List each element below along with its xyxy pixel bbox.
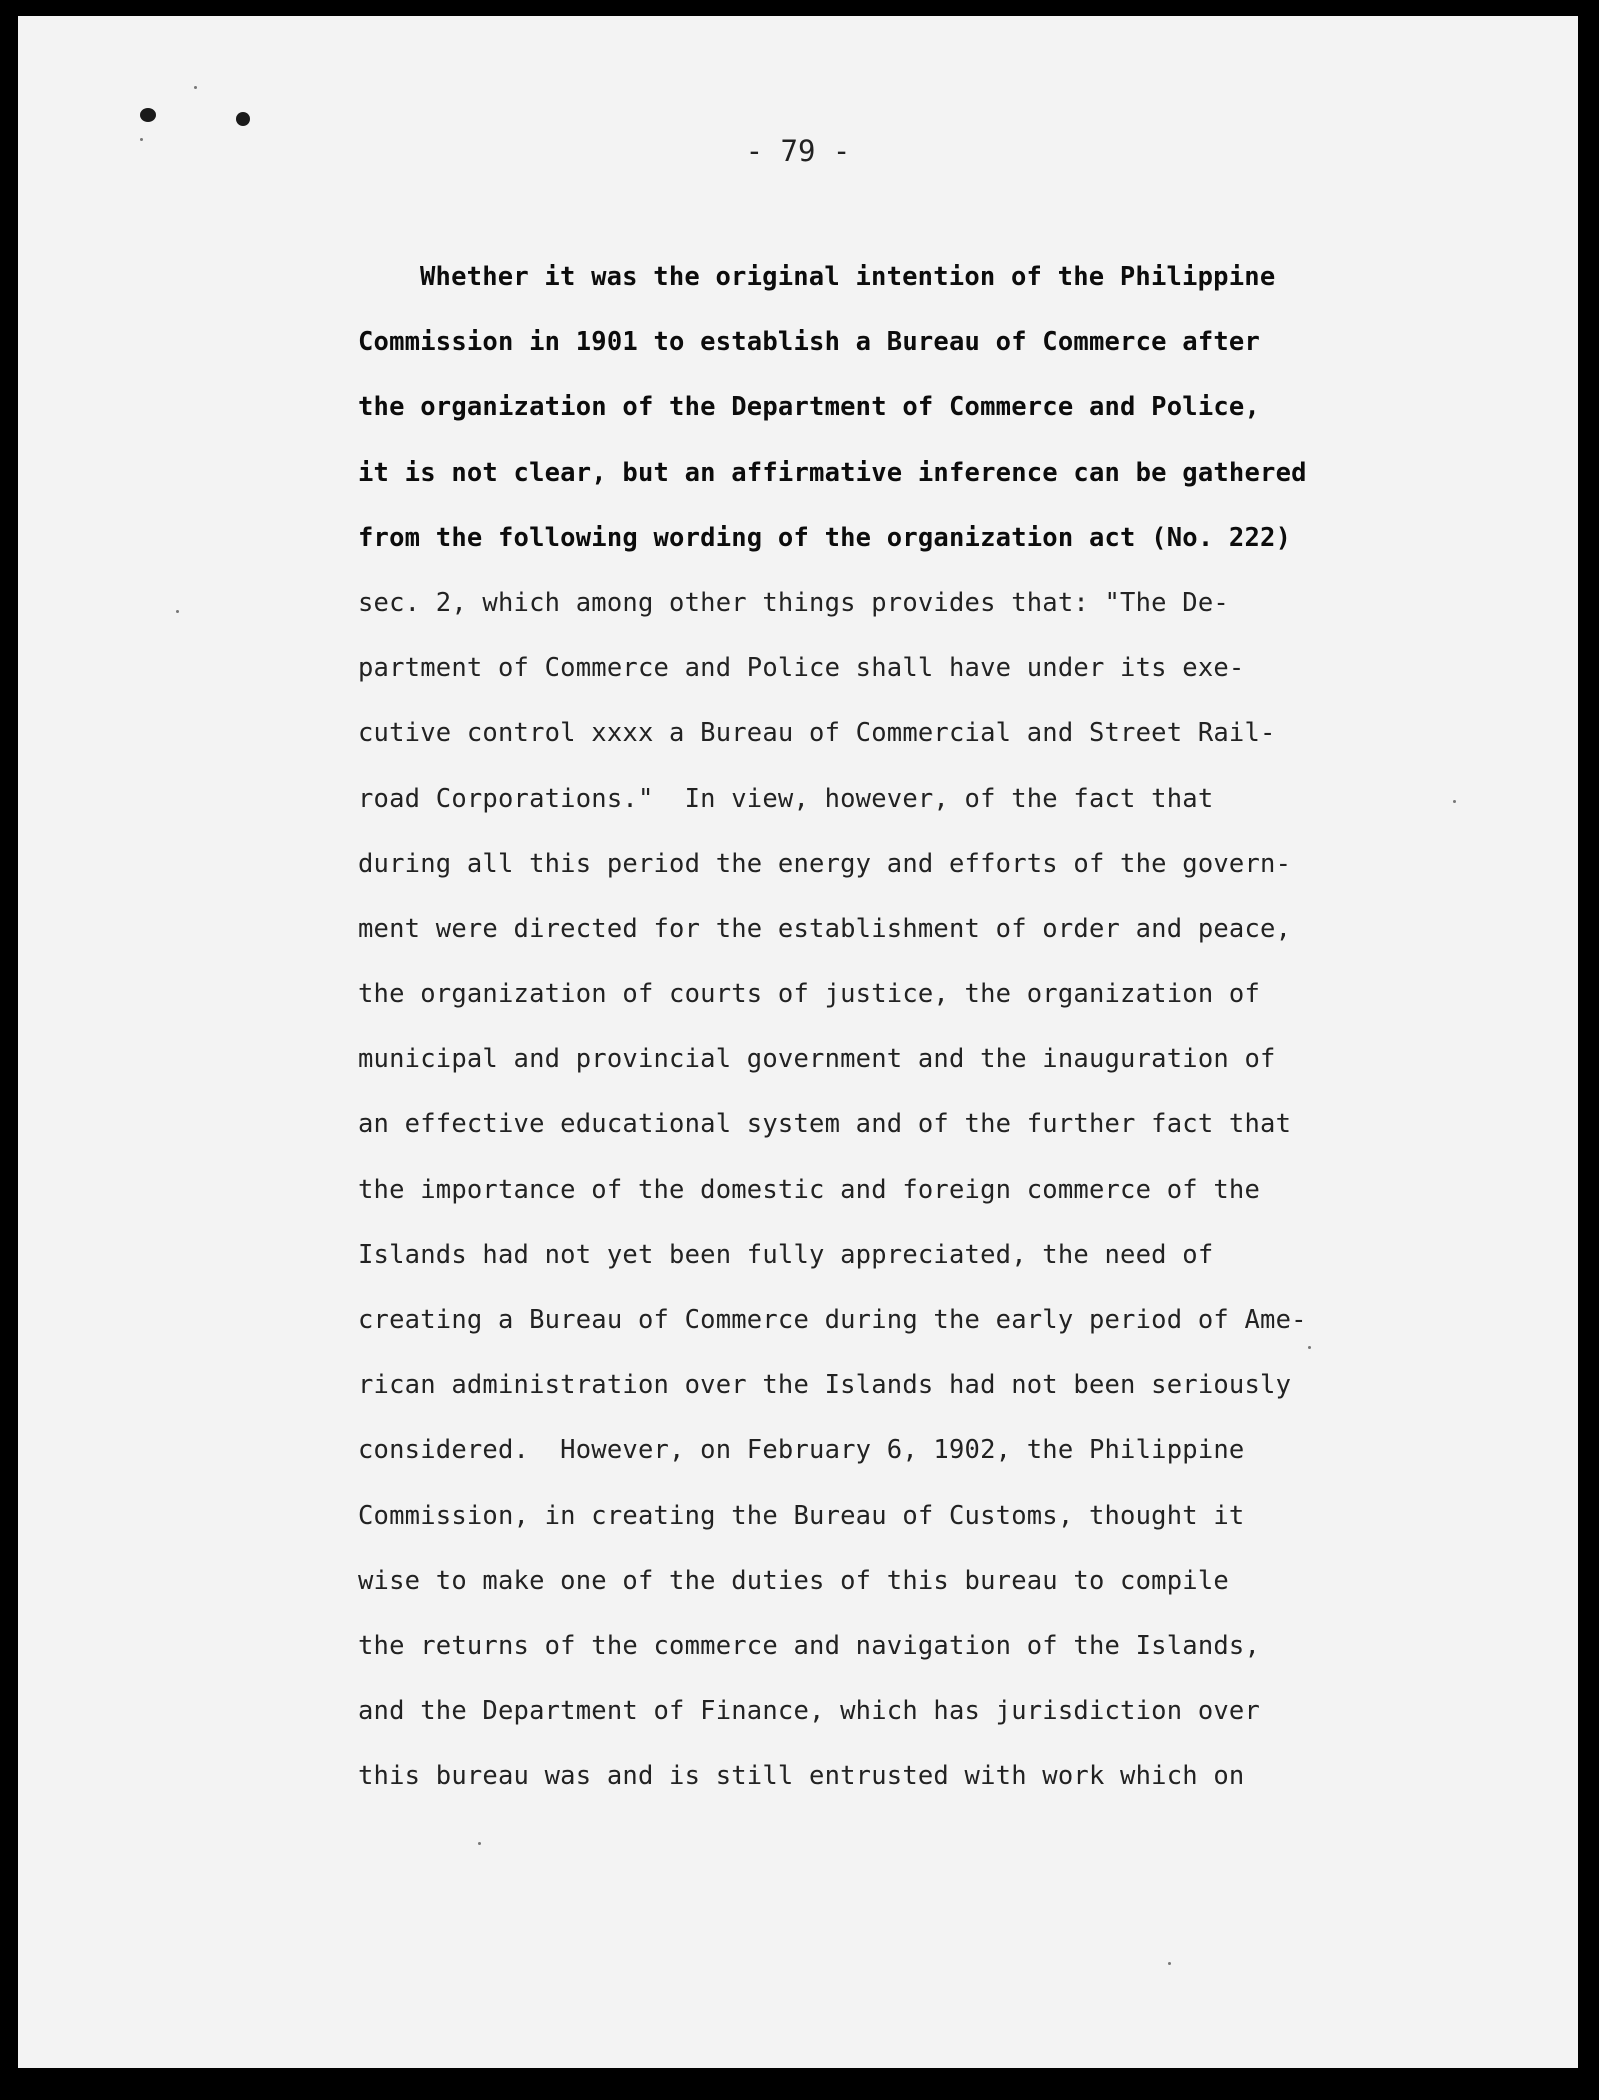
- text-line: rican administration over the Islands had not been seriously: [358, 1370, 1292, 1401]
- text-line: Commission, in creating the Bureau of Customs, thought it: [358, 1500, 1245, 1531]
- page-number: - 79 -: [745, 134, 851, 168]
- text-line: road Corporations." In view, however, of the fact that: [358, 783, 1214, 814]
- text-line: ment were directed for the establishment of order and peace,: [358, 913, 1292, 944]
- text-line: Islands had not yet been fully appreciated, the need of: [358, 1239, 1214, 1270]
- text-line: the returns of the commerce and navigation of the Islands,: [358, 1630, 1261, 1661]
- paper-speck: [1453, 800, 1456, 803]
- paper-speck: [1308, 1346, 1311, 1349]
- text-line: the organization of courts of justice, the organization of: [358, 979, 1261, 1010]
- text-line: the organization of the Department of Commerce and Police,: [358, 392, 1261, 423]
- text-line: considered. However, on February 6, 1902, the Philippine: [358, 1435, 1245, 1466]
- text-line: sec. 2, which among other things provides that: "The De-: [358, 587, 1229, 618]
- paper-speck: [1168, 1962, 1171, 1965]
- text-line: this bureau was and is still entrusted with work which on: [358, 1761, 1245, 1792]
- text-line: creating a Bureau of Commerce during the early period of Ame-: [358, 1305, 1307, 1335]
- text-line: partment of Commerce and Police shall have under its exe-: [358, 653, 1245, 684]
- text-line: an effective educational system and of the further fact that: [358, 1109, 1292, 1140]
- paper-speck: [194, 86, 197, 89]
- text-line: it is not clear, but an affirmative inference can be gathered: [358, 457, 1307, 488]
- punch-hole-left: [140, 108, 156, 122]
- paper-speck: [478, 1842, 481, 1845]
- text-line: wise to make one of the duties of this bureau to compile: [358, 1565, 1229, 1596]
- text-line: municipal and provincial government and the inauguration of: [358, 1044, 1276, 1075]
- text-line: from the following wording of the organization act (No. 222): [358, 522, 1292, 553]
- paper-speck: [176, 610, 179, 613]
- body-paragraph: [358, 260, 1307, 1825]
- text-line: during all this period the energy and efforts of the govern-: [358, 848, 1292, 879]
- punch-hole-right: [236, 112, 250, 126]
- text-line: Whether it was the original intention of the Philippine: [420, 262, 1276, 292]
- text-line: cutive control xxxx a Bureau of Commercial and Street Rail-: [358, 718, 1276, 749]
- text-line: the importance of the domestic and foreign commerce of the: [358, 1174, 1261, 1205]
- document-page: [18, 16, 1578, 2068]
- text-line: and the Department of Finance, which has jurisdiction over: [358, 1696, 1261, 1727]
- text-line: Commission in 1901 to establish a Bureau of Commerce after: [358, 327, 1261, 358]
